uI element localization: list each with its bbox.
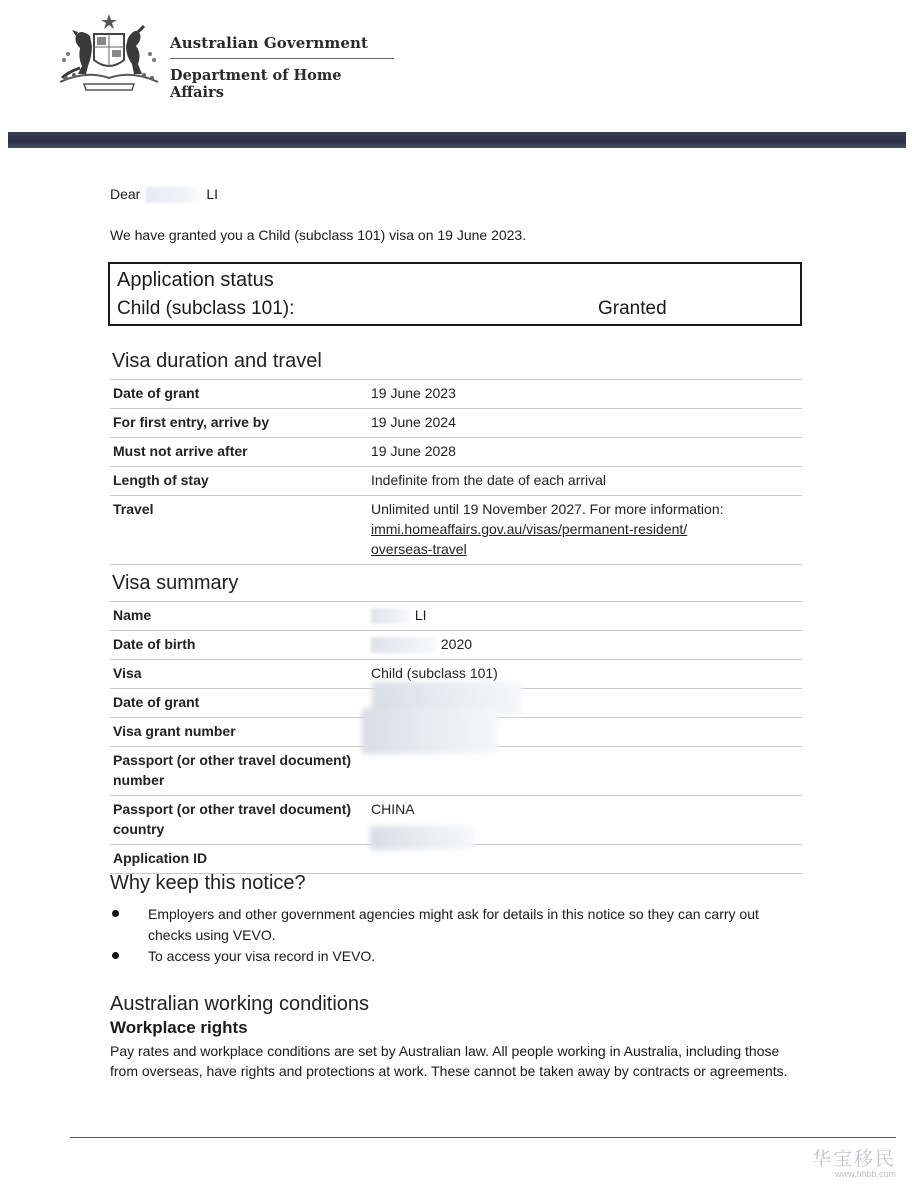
row-key: Passport (or other travel document) number: [110, 747, 368, 796]
list-item: [110, 946, 800, 967]
workplace-rights-heading: Workplace rights: [110, 1018, 248, 1037]
row-key: Application ID: [110, 845, 368, 874]
footer-divider: [70, 1137, 896, 1138]
why-bullet-list: [110, 904, 800, 967]
government-title-block: [170, 34, 394, 101]
status-visa-label: Child (subclass 101):: [117, 298, 295, 319]
row-value: [368, 631, 802, 660]
working-conditions-heading: Australian working conditions: [110, 993, 370, 1015]
row-key: Visa grant number: [110, 718, 368, 747]
summary-heading: Visa summary: [112, 572, 239, 594]
table-row: [110, 631, 802, 660]
application-status-box: [108, 262, 802, 326]
row-key: Date of grant: [110, 689, 368, 718]
row-key: Must not arrive after: [110, 438, 368, 467]
row-value: 19 June 2023: [368, 380, 802, 409]
why-heading: Why keep this notice?: [110, 872, 306, 894]
row-key: Date of birth: [110, 631, 368, 660]
watermark: [806, 1144, 896, 1179]
row-value: 19 June 2024: [368, 409, 802, 438]
coat-of-arms-icon: [56, 12, 162, 92]
bullet-text: To access your visa record in VEVO.: [148, 948, 376, 964]
salutation-surname: LI: [206, 186, 219, 202]
summary-name: LI: [414, 607, 427, 623]
status-value: Granted: [598, 298, 667, 319]
status-title: Application status: [117, 269, 274, 291]
row-value: CHINA: [368, 796, 802, 845]
bullet-icon: [112, 952, 119, 959]
summary-birth-year: 2020: [440, 636, 473, 652]
travel-info-link[interactable]: immi.homeaffairs.gov.au/visas/permanent-resident/: [371, 521, 688, 537]
salutation-prefix: Dear: [110, 186, 141, 202]
letterhead: [56, 12, 476, 101]
row-key: Visa: [110, 660, 368, 689]
department-name: Department of Home Affairs: [170, 67, 342, 101]
bullet-text: Employers and other government agencies might ask for details in this notice so they can carry out checks using VEVO.: [148, 906, 759, 943]
redacted-application-id: [370, 826, 474, 850]
grant-intro: We have granted you a Child (subclass 101) visa on 19 June 2023.: [110, 227, 527, 243]
row-key: Passport (or other travel document) country: [110, 796, 368, 845]
row-key: Date of grant: [110, 380, 368, 409]
duration-heading: Visa duration and travel: [112, 350, 322, 372]
watermark-url: www.hhbb.com: [834, 1169, 896, 1179]
watermark-text: 华宝移民: [811, 1148, 896, 1170]
table-row: [110, 602, 802, 631]
row-key: For first entry, arrive by: [110, 409, 368, 438]
redacted-grant-number: [362, 708, 498, 754]
table-row: [110, 467, 802, 496]
table-row: [110, 496, 802, 565]
row-value: [368, 602, 802, 631]
duration-table: [110, 379, 802, 565]
header-banner: [8, 132, 906, 148]
redacted-name: [371, 608, 411, 624]
table-row: [110, 409, 802, 438]
government-name: Australian Government: [170, 34, 394, 59]
row-key: Length of stay: [110, 467, 368, 496]
row-value: [368, 496, 802, 565]
workplace-rights-paragraph: Pay rates and workplace conditions are set by Australian law. All people working in Australia, including those from overseas, have rights and protections at work. These cannot be taken away by contracts or agreements.: [110, 1043, 788, 1079]
travel-text: Unlimited until 19 November 2027. For more information:: [371, 501, 724, 517]
list-item: [110, 904, 800, 946]
bullet-icon: [112, 910, 119, 917]
redacted-given-name: [146, 187, 204, 203]
table-row: [110, 380, 802, 409]
row-key: Name: [110, 602, 368, 631]
table-row: [110, 438, 802, 467]
salutation: [110, 186, 218, 203]
row-key: Travel: [110, 496, 368, 565]
row-value: 19 June 2028: [368, 438, 802, 467]
row-value: Indefinite from the date of each arrival: [368, 467, 802, 496]
row-value: Child (subclass 101): [368, 660, 802, 689]
redacted-birth-date: [371, 637, 437, 653]
travel-info-link-cont[interactable]: overseas-travel: [371, 541, 467, 557]
